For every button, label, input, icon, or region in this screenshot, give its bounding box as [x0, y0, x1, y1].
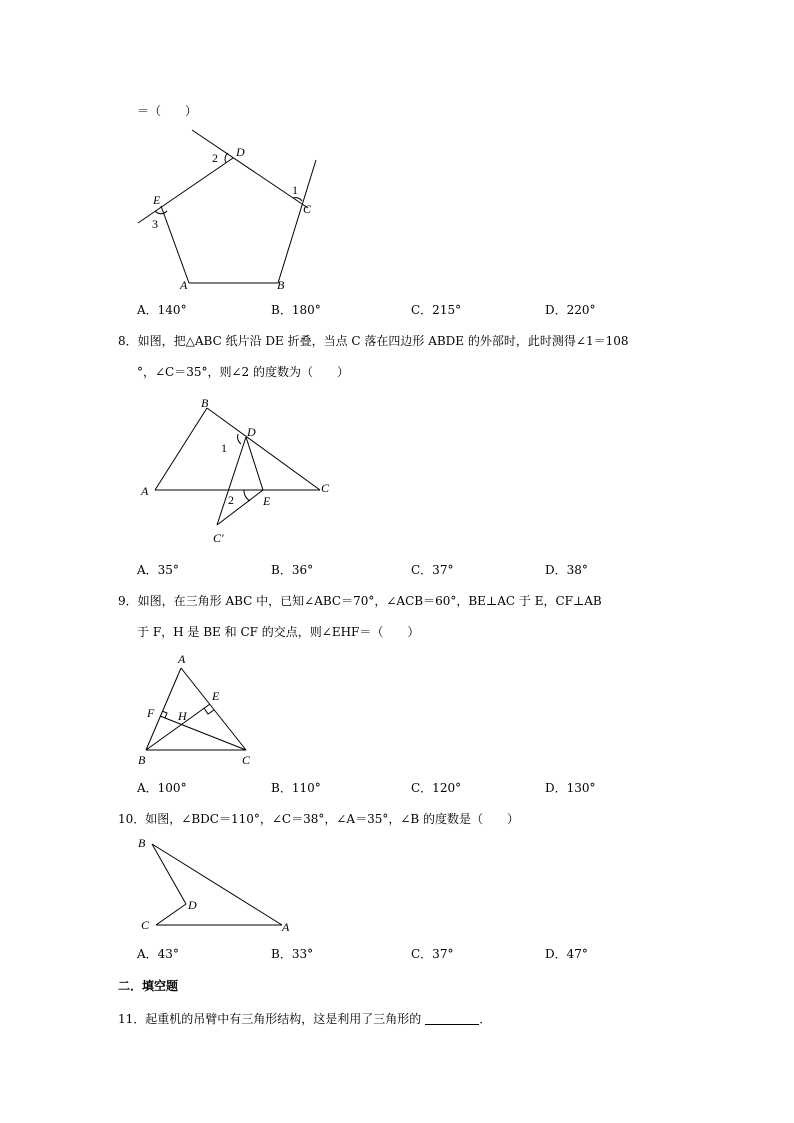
- q10-segment-ba: [152, 844, 282, 925]
- q7-label-1: 1: [292, 183, 298, 197]
- q7-angle-3-arc: [155, 211, 167, 214]
- section-fill-blank-title: 二．填空题: [118, 979, 179, 993]
- q8-crease-de: [246, 437, 263, 490]
- q7-line-de-extended: [138, 158, 233, 223]
- q7-line-dc-extended: [192, 130, 308, 208]
- q10-option-c[interactable]: C．37°: [411, 947, 454, 961]
- q10-label-a: A: [282, 920, 290, 934]
- q9-label-b: B: [138, 753, 146, 767]
- q7-label-b: B: [277, 278, 285, 292]
- q8-stem-line1: 8．如图，把△ABC 纸片沿 DE 折叠，当点 C 落在四边形 ABDE 的外部时，此时测得∠1＝108: [118, 334, 629, 348]
- q8-option-b[interactable]: B．36°: [271, 563, 314, 577]
- q8-label-e: E: [263, 494, 271, 508]
- q11-stem: [118, 1011, 491, 1027]
- q9-side-ac: [181, 668, 246, 750]
- q8-label-a: A: [141, 484, 149, 498]
- q7-option-b[interactable]: B．180°: [271, 303, 321, 317]
- q7-label-d: D: [236, 145, 245, 159]
- q8-stem-line2: °，∠C＝35°，则∠2 的度数为（ ）: [137, 365, 350, 379]
- q11-answer-blank[interactable]: [425, 1012, 479, 1025]
- q9-label-c: C: [242, 753, 251, 767]
- q7-label-a: A: [180, 278, 188, 292]
- q8-label-b: B: [201, 396, 209, 410]
- q9-option-a[interactable]: A．100°: [137, 781, 187, 795]
- q10-segment-bd: [152, 844, 186, 904]
- q7-option-c[interactable]: C．215°: [411, 303, 462, 317]
- q8-angle-1-arc: [238, 434, 241, 444]
- q8-side-ecp: [217, 490, 263, 525]
- q10-option-a[interactable]: A．43°: [137, 947, 179, 961]
- q7-label-3: 3: [152, 217, 158, 231]
- q11-text: 11．起重机的吊臂中有三角形结构，这是利用了三角形的: [118, 1012, 422, 1026]
- q7-label-2: 2: [212, 151, 218, 165]
- q9-label-a: A: [178, 652, 186, 666]
- q10-segment-dc: [156, 904, 186, 925]
- q8-label-c: C: [321, 481, 330, 495]
- q9-option-c[interactable]: C．120°: [411, 781, 462, 795]
- q9-option-b[interactable]: B．110°: [271, 781, 321, 795]
- q7-label-e: E: [153, 193, 161, 207]
- q9-stem-line2: 于 F，H 是 BE 和 CF 的交点，则∠EHF＝（ ）: [137, 625, 420, 639]
- q10-option-b[interactable]: B．33°: [271, 947, 314, 961]
- q8-label-c-prime: C′: [213, 531, 224, 545]
- q7-label-c: C: [303, 202, 312, 216]
- q8-option-c[interactable]: C．37°: [411, 563, 454, 577]
- q10-stem-line1: 10．如图，∠BDC＝110°，∠C＝38°，∠A＝35°，∠B 的度数是（ ）: [118, 812, 520, 826]
- q10-label-b: B: [138, 836, 146, 850]
- q8-option-d[interactable]: D．38°: [545, 563, 588, 577]
- q7-side-ea: [161, 206, 189, 283]
- q7-stem-tail: ＝（ ）: [137, 104, 198, 118]
- q11-tail: ．: [479, 1012, 492, 1026]
- q10-label-d: D: [188, 898, 197, 912]
- q9-label-h: H: [178, 709, 187, 723]
- q10-label-c: C: [141, 918, 150, 932]
- q8-angle-2-arc: [244, 490, 250, 501]
- q8-label-2: 2: [228, 493, 234, 507]
- q8-label-1: 1: [221, 441, 227, 455]
- q7-option-a[interactable]: A．140°: [137, 303, 187, 317]
- q7-option-d[interactable]: D．220°: [545, 303, 596, 317]
- q9-label-f: F: [147, 706, 155, 720]
- q9-option-d[interactable]: D．130°: [545, 781, 596, 795]
- q9-right-angle-e: [204, 708, 214, 714]
- q7-line-cb-extended: [278, 160, 316, 283]
- q9-triangle-figure: [132, 648, 282, 773]
- q8-fold-figure: [135, 392, 355, 552]
- q8-side-ab: [155, 408, 207, 490]
- q10-figure: [132, 833, 307, 938]
- q10-option-d[interactable]: D．47°: [545, 947, 588, 961]
- q9-stem-line1: 9．如图，在三角形 ABC 中，已知∠ABC＝70°，∠ACB＝60°，BE⊥AC 于 E，CF⊥AB: [118, 594, 602, 608]
- q9-label-e: E: [212, 689, 220, 703]
- q8-label-d: D: [247, 425, 256, 439]
- q7-pentagon-figure: [130, 125, 330, 305]
- q8-option-a[interactable]: A．35°: [137, 563, 179, 577]
